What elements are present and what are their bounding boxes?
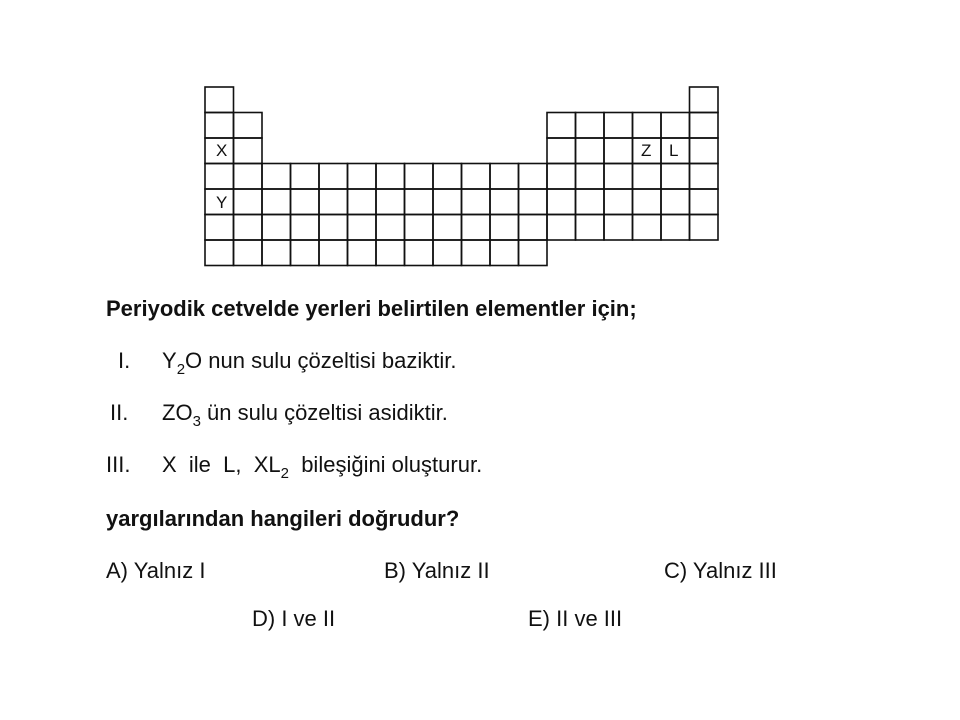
- table-cell: [433, 240, 462, 266]
- cell-label-x: X: [216, 141, 228, 160]
- table-cell: [633, 215, 662, 241]
- table-cell: [604, 189, 633, 215]
- table-cell: [547, 164, 576, 190]
- table-cell: [405, 215, 434, 241]
- statement-3-subscript: 2: [280, 465, 289, 482]
- table-cell: [405, 189, 434, 215]
- table-cell: [291, 240, 320, 266]
- table-cell: [547, 189, 576, 215]
- table-cell: [319, 164, 348, 190]
- table-cell: [205, 113, 234, 139]
- table-cell: [319, 240, 348, 266]
- option-a[interactable]: A) Yalnız I: [106, 558, 206, 583]
- statement-2-numeral: II.: [110, 400, 129, 425]
- table-cell: [519, 164, 548, 190]
- option-b[interactable]: B) Yalnız II: [384, 558, 490, 583]
- table-cell: [433, 164, 462, 190]
- table-cell: [490, 215, 519, 241]
- option-e[interactable]: E) II ve III: [528, 606, 623, 631]
- table-cell: [490, 164, 519, 190]
- table-cell: [348, 215, 377, 241]
- table-cell: [690, 113, 719, 139]
- table-cell: [262, 164, 291, 190]
- table-cell: [576, 215, 605, 241]
- table-cell: [262, 240, 291, 266]
- table-cell: [376, 164, 405, 190]
- table-cell: [205, 87, 234, 113]
- statement-1-numeral: I.: [118, 348, 131, 373]
- table-cell: [433, 189, 462, 215]
- table-cell: [376, 240, 405, 266]
- table-cell: [262, 215, 291, 241]
- table-cell: [519, 189, 548, 215]
- table-cell: [633, 189, 662, 215]
- table-cell: [690, 164, 719, 190]
- table-cell: [348, 164, 377, 190]
- table-cell: [234, 164, 263, 190]
- table-cell: [376, 215, 405, 241]
- table-cell: [661, 189, 690, 215]
- table-cell: [604, 215, 633, 241]
- table-cell: [576, 113, 605, 139]
- table-cell: [348, 240, 377, 266]
- table-cell: [690, 138, 719, 164]
- table-cell: [604, 164, 633, 190]
- table-cell: [547, 113, 576, 139]
- table-cell: [319, 215, 348, 241]
- option-c[interactable]: C) Yalnız III: [664, 558, 777, 583]
- periodic-table-grid: [205, 87, 718, 266]
- table-cell: [405, 164, 434, 190]
- question-stem: Periyodik cetvelde yerleri belirtilen elementler için;: [106, 296, 637, 321]
- table-cell: [547, 138, 576, 164]
- statement-1-subscript: 2: [176, 361, 186, 378]
- table-cell: [519, 240, 548, 266]
- table-cell: [291, 189, 320, 215]
- table-cell: [376, 189, 405, 215]
- table-cell: [234, 240, 263, 266]
- cell-label-z: Z: [641, 141, 652, 160]
- table-cell: [433, 215, 462, 241]
- table-cell: [576, 189, 605, 215]
- statement-3-text-a: X ile L, XL: [162, 452, 281, 477]
- table-cell: [519, 215, 548, 241]
- table-cell: [291, 164, 320, 190]
- table-cell: [604, 138, 633, 164]
- table-cell: [633, 164, 662, 190]
- table-cell: [462, 215, 491, 241]
- table-cell: [234, 215, 263, 241]
- statement-3-numeral: III.: [106, 452, 131, 477]
- table-cell: [690, 87, 719, 113]
- cell-label-y: Y: [216, 193, 228, 212]
- option-d[interactable]: D) I ve II: [252, 606, 336, 631]
- table-cell: [690, 215, 719, 241]
- table-cell: [661, 113, 690, 139]
- statement-2-subscript: 3: [192, 413, 201, 430]
- table-cell: [490, 189, 519, 215]
- table-cell: [604, 113, 633, 139]
- table-cell: [690, 189, 719, 215]
- table-cell: [576, 138, 605, 164]
- table-cell: [576, 164, 605, 190]
- statement-1-text-a: Y: [162, 348, 177, 373]
- statement-1-text-b: O nun sulu çözeltisi baziktir.: [185, 348, 457, 373]
- statement-2-text-a: ZO: [162, 400, 193, 425]
- table-cell: [490, 240, 519, 266]
- table-cell: [661, 215, 690, 241]
- table-cell: [633, 113, 662, 139]
- table-cell: [291, 215, 320, 241]
- table-cell: [234, 138, 263, 164]
- table-cell: [547, 215, 576, 241]
- question-prompt: yargılarından hangileri doğrudur?: [106, 506, 460, 531]
- table-cell: [405, 240, 434, 266]
- table-cell: [262, 189, 291, 215]
- table-cell: [661, 164, 690, 190]
- table-cell: [205, 164, 234, 190]
- table-cell: [319, 189, 348, 215]
- table-cell: [234, 189, 263, 215]
- table-cell: [348, 189, 377, 215]
- cell-label-l: L: [669, 141, 679, 160]
- table-cell: [462, 189, 491, 215]
- table-cell: [205, 240, 234, 266]
- table-cell: [462, 164, 491, 190]
- table-cell: [462, 240, 491, 266]
- table-cell: [234, 113, 263, 139]
- statement-2-text-b: ün sulu çözeltisi asidiktir.: [200, 400, 448, 425]
- statement-3-text-b: bileşiğini oluşturur.: [288, 452, 483, 477]
- table-cell: [205, 215, 234, 241]
